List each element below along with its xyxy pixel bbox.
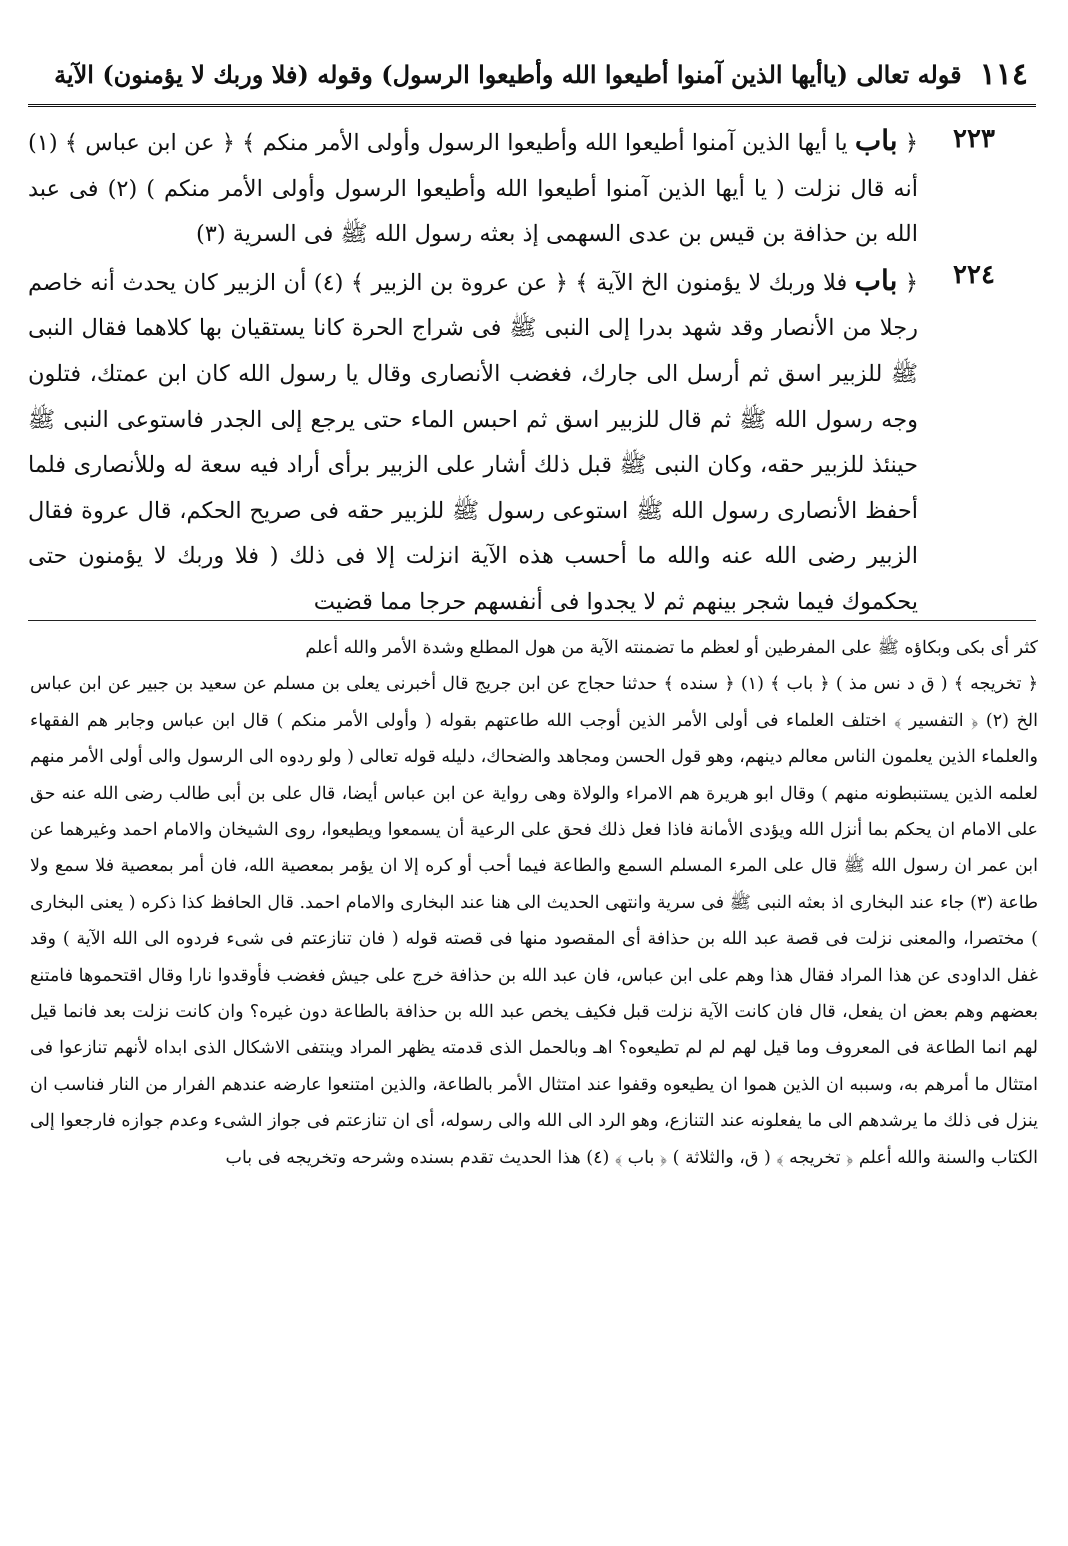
page-number: ١١٤ xyxy=(979,56,1028,92)
bab-heading: باب xyxy=(854,263,898,297)
hadith-224: ﴿ باب فلا وربك لا يؤمنون الخ الآية ﴾ ﴿ عن عروة بن الزبير ﴾ (٤) أن الزبير كان يحدث أنه خاصم رجلا من الأنصار وقد شهد بدرا إلى النبى ﷺ فى شراج الحرة كانا يستقيان بها كلاهما فقال النبى ﷺ للزبير اسق ثم أرسل الى جارك، فغضب الأنصارى وقال يا رسول الله كان ابن عمتك، فتلون وجه رسول الله ﷺ ثم قال للزبير اسق ثم احبس الماء حتى يرجع إلى الجدر فاستوعى النبى ﷺ حينئذ للزبير حقه، وكان النبى ﷺ قبل ذلك أشار على الزبير برأى أراد فيه سعة له وللأنصارى فلما أحفظ الأنصارى رسول الله ﷺ استوعى رسول ﷺ للزبير حقه فى صريح الحكم، قال عروة فقال الزبير رضى الله عنه والله ما أحسب هذه الآية انزلت إلا فى ذلك ( فلا وربك لا يؤمنون حتى يحكموك فيما شجر بينهم ثم لا يجدوا فى أنفسهم حرجا مما قضيت xyxy=(28,263,918,615)
hadith-number-224: ٢٢٤ xyxy=(953,260,995,290)
commentary-line: كثر أى بكى وبكاؤه ﷺ على المفرطين أو لعظم ما تضمنته الآية من هول المطلع وشدة الأمر والله أعلم xyxy=(305,638,1038,658)
commentary xyxy=(30,630,1038,1176)
hadith-number-223: ٢٢٣ xyxy=(953,124,995,154)
bab-heading: باب xyxy=(854,124,898,157)
commentary-paragraph: ﴿ تخريجه ﴾ ( ق د نس مذ ) ﴿ باب ﴾ (١) ﴿ سنده ﴾ حدثنا حجاج عن ابن جريج قال أخبرنى يعلى بن مسلم عن سعيد بن جبير عن ابن عباس الخ (٢) ﴿ التفسير ﴾ اختلف العلماء فى أولى الأمر الذين أوجب الله طاعتهم بقوله ( وأولى الأمر منكم ) قال ابن عباس وجابر هم الفقهاء والعلماء الذين يعلمون الناس معالم دينهم، وهو قول الحسن ومجاهد والضحاك، دليله قوله تعالى ( ولو ردوه الى الرسول والى أولى الأمر منهم لعلمه الذين يستنبطونه منهم ) وقال ابو هريرة هم الامراء والولاة وهى رواية عن ابن عباس أيضا، قال على بن أبى طالب رضى الله عنه حق على الامام ان يحكم بما أنزل الله ويؤدى الأمانة فاذا فعل ذلك فحق على الرعية أن يسمعوا ويطيعوا، روى الشيخان والامام احمد وغيرهما عن ابن عمر ان رسول الله ﷺ قال على المرء المسلم السمع والطاعة فيما أحب أو كره إلا ان يؤمر بمعصية الله، فان أمر بمعصية فلا سمع ولا طاعة (٣) جاء عند البخارى اذ بعثه النبى ﷺ فى سرية وانتهى الحديث الى هنا عند البخارى والامام احمد. قال الحافظ كذا ذكره ( يعنى البخارى ) مختصرا، والمعنى نزلت فى قصة عبد الله بن حذافة أى المقصود منها فى قصته قوله ( فان تنازعتم فى شىء فردوه الى الله الآية ) وقد غفل الداودى عن هذا المراد فقال هذا وهم على ابن عباس، فان عبد الله بن حذافة خرج على جيش فغضب فأوقدوا نارا وقال اقتحموها فامتنع بعضهم وهم بعض ان يفعل، قال فان كانت الآية نزلت قبل فكيف يخص عبد الله بن حذافة بالطاعة دون غيره؟ وان كانت نزلت بعد فانما قيل لهم انما الطاعة فى المعروف وما قيل لهم لم لم تطيعوه؟ اهـ وبالحمل الذى قدمته يظهر المراد وينتفى الاشكال الذى ابداه لأنهم تنازعوا فى امتثال ما أمرهم به، وسببه ان الذين هموا ان يطيعوه وقفوا عند امتثال الأمر بالطاعة، والذين امتنعوا عارضه عندهم الفرار من النار فناسب ان ينزل فى ذلك ما يرشدهم الى ما يفعلونه عند التنازع، وهو الرد الى الله والى رسوله، أى ان تنازعتم فى جواز الشىء وعدم جوازه فارجعوا إلى الكتاب والسنة والله أعلم ﴿ تخريجه ﴾ ( ق، والثلاثة ) ﴿ باب ﴾ (٤) هذا الحديث تقدم بسنده وشرحه وتخريجه فى باب xyxy=(30,674,1038,1168)
hadith-text: فلا وربك لا يؤمنون الخ الآية ﴾ ﴿ عن عروة بن الزبير ﴾ (٤) أن الزبير كان يحدث أنه خاصم رجلا من الأنصار وقد شهد بدرا إلى النبى ﷺ فى شراج الحرة كانا يستقيان بها كلاهما فقال النبى ﷺ للزبير اسق ثم أرسل الى جارك، فغضب الأنصارى وقال يا رسول الله كان ابن عمتك، فتلون وجه رسول الله ﷺ ثم قال للزبير اسق ثم احبس الماء حتى يرجع إلى الجدر فاستوعى النبى ﷺ حينئذ للزبير حقه، وكان النبى ﷺ قبل ذلك أشار على الزبير برأى أراد فيه سعة له وللأنصارى فلما أحفظ الأنصارى رسول الله ﷺ استوعى رسول ﷺ للزبير حقه فى صريح الحكم، قال عروة فقال الزبير رضى الله عنه والله ما أحسب هذه الآية انزلت إلا فى ذلك ( فلا وربك لا يؤمنون حتى يحكموك فيما شجر بينهم ثم لا يجدوا فى أنفسهم حرجا مما قضيت xyxy=(28,269,918,615)
hadith-text: يا أيها الذين آمنوا أطيعوا الله وأطيعوا الرسول وأولى الأمر منكم ﴾ ﴿ عن ابن عباس ﴾ (١) أنه قال نزلت ( يا أيها الذين آمنوا أطيعوا الله وأطيعوا الرسول وأولى الأمر منكم ) (٢) فى عبد الله بن حذافة بن قيس بن عدى السهمى إذ بعثه رسول الله ﷺ فى السرية (٣) xyxy=(28,130,918,248)
running-header xyxy=(30,52,1028,96)
hadith-223: ﴿ باب يا أيها الذين آمنوا أطيعوا الله وأطيعوا الرسول وأولى الأمر منكم ﴾ ﴿ عن ابن عباس ﴾ (١) أنه قال نزلت ( يا أيها الذين آمنوا أطيعوا الله وأطيعوا الرسول وأولى الأمر منكم ) (٢) فى عبد الله بن حذافة بن قيس بن عدى السهمى إذ بعثه رسول الله ﷺ فى السرية (٣) xyxy=(28,124,919,248)
header-rule xyxy=(28,104,1036,107)
header-title: قوله تعالى (ياأيها الذين آمنوا أطيعوا الله وأطيعوا الرسول) وقوله (فلا وربك لا يؤمنون) الآية xyxy=(54,59,962,89)
main-text xyxy=(28,118,918,626)
footnote-separator xyxy=(28,620,1036,621)
